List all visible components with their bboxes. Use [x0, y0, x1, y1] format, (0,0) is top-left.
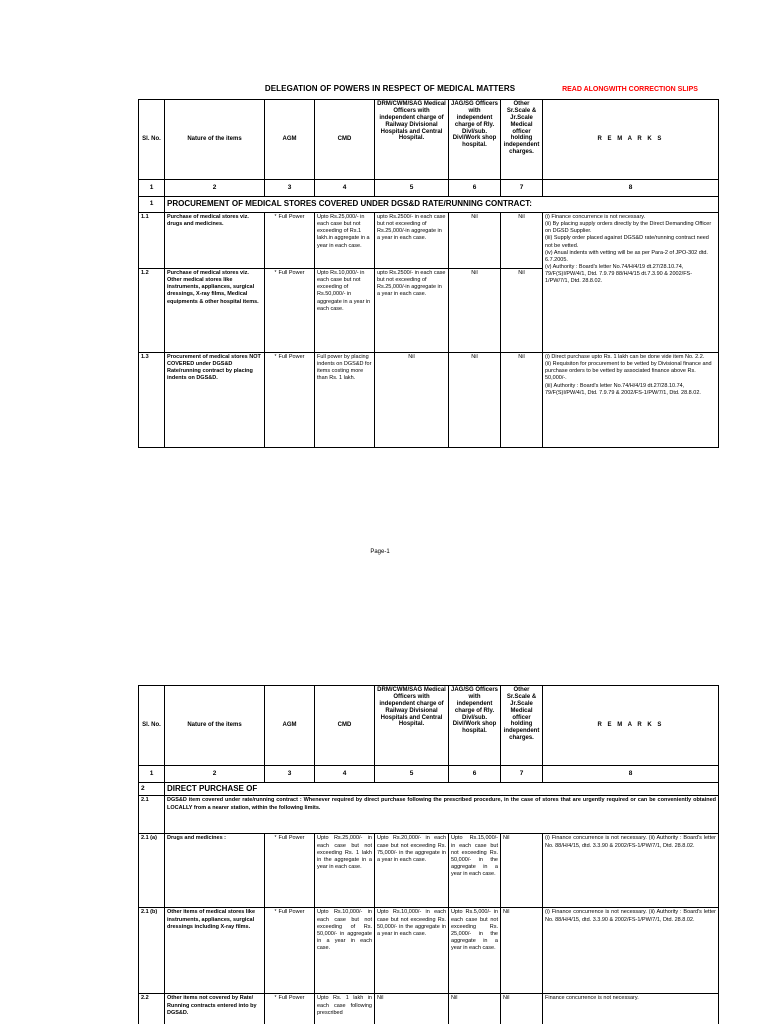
table-header-row: [139, 686, 719, 766]
section-title: DIRECT PURCHASE OF: [165, 783, 719, 796]
row-jag: Nil: [449, 269, 501, 353]
row-agm: [265, 213, 315, 269]
header-cmd: CMD: [315, 686, 375, 766]
header-drm: DRM/CWM/SAG Medical Officers with independent charge of Railway Divisional Hospitals and Central Hospital.: [375, 100, 449, 180]
row-agm: [265, 353, 315, 448]
header-remarks: R E M A R K S: [543, 686, 719, 766]
row-remarks: Finance concurrence is not necessary.: [543, 994, 719, 1024]
asterisk-mark: *: [274, 909, 277, 916]
section-row: [139, 783, 719, 796]
col-number: 1: [139, 766, 165, 783]
header-agm: AGM: [265, 686, 315, 766]
row-agm-text: Full Power: [278, 354, 305, 360]
asterisk-mark: *: [274, 214, 277, 220]
col-number: 3: [265, 766, 315, 783]
row-agm-text: Full Power: [278, 270, 305, 276]
row-sl-no: 2.1 (b): [139, 908, 165, 994]
section-title: PROCUREMENT OF MEDICAL STORES COVERED UNDER DGS&D RATE/RUNNING CONTRACT:: [165, 197, 719, 213]
row-sl-no: 2.1 (a): [139, 834, 165, 908]
header-sl-no: Sl. No.: [139, 686, 165, 766]
header-sl-no: Sl. No.: [139, 100, 165, 180]
col-number: 4: [315, 180, 375, 197]
row-other: Nil: [501, 353, 543, 448]
row-nature: Purchase of medical stores viz. drugs and medicines.: [165, 213, 265, 269]
header-jag: JAG/SG Officers with independent charge of Rly. Divl/sub. Divl/Work shop hospital.: [449, 100, 501, 180]
row-drm: Nil: [375, 353, 449, 448]
col-number: 3: [265, 180, 315, 197]
row-other: Nil: [501, 994, 543, 1024]
row-cmd: Upto Rs. 1 lakh in each case following prescribed: [315, 994, 375, 1024]
row-cmd: Upto Rs.10,000/- in each case but not exceeding of Rs.50,000/- in aggregate in a year in each case.: [315, 269, 375, 353]
header-agm: AGM: [265, 100, 315, 180]
section-number: 2: [139, 783, 165, 796]
col-number: 7: [501, 766, 543, 783]
col-number: 6: [449, 180, 501, 197]
table-row: [139, 908, 719, 994]
delegation-table-page-1: [138, 99, 719, 448]
row-agm-text: Full Power: [278, 995, 305, 1002]
section-row: [139, 197, 719, 213]
correction-slip-note: READ ALONGWITH CORRECTION SLIPS: [562, 86, 698, 93]
row-drm: upto Rs.2500/- in each case but not exceeding of Rs.25,000/-in aggregate in a year in each case.: [375, 269, 449, 353]
col-number: 6: [449, 766, 501, 783]
row-agm: [265, 834, 315, 908]
row-agm-text: Full Power: [278, 909, 305, 916]
row-remarks: (i) Finance concurrence is not necessary. (ii) Authority : Board's letter No. 88/H/4/15, dtd. 3.3.90 & 2002/FS-1/PW/7/1, Dtd. 28.8.02.: [543, 908, 719, 994]
row-sl-no: 1.2: [139, 269, 165, 353]
asterisk-mark: *: [274, 354, 277, 360]
row-remarks: (i) Direct purchase upto Rs. 1 lakh can be done vide item No. 2.2. (ii) Requisiton for procurement to be vetted by Divisional finance and purchase orders to be vetted by associated finance above Rs. 50,000/-. (iii) Authority : Board's letter No.74/H/4/19 dt.27/28.10.74, 79/F(S)I/PW/4/1, Dtd. 7.9.79 & 2002/FS-1/PW/7/1, Dtd. 28.8.02.: [543, 353, 719, 448]
row-other: Nil: [501, 908, 543, 994]
document-title: DELEGATION OF POWERS IN RESPECT OF MEDICAL MATTERS: [264, 84, 516, 93]
row-nature: Procurement of medical stores NOT COVERED under DGS&D Rate/running contract by placing indents on DGS&D.: [165, 353, 265, 448]
row-jag: Nil: [449, 353, 501, 448]
row-drm: Upto Rs.20,000/- in each case but not exceeding Rs. 75,000/- in the aggregate in a year in each case.: [375, 834, 449, 908]
asterisk-mark: *: [274, 835, 277, 842]
row-drm: Nil: [375, 994, 449, 1024]
header-other: Other Sr.Scale & Jr.Scale Medical officer holding independent charges.: [501, 100, 543, 180]
asterisk-mark: *: [274, 995, 277, 1002]
row-sl-no: 1.1: [139, 213, 165, 269]
col-number: 8: [543, 180, 719, 197]
row-jag: Upto Rs.15,000/- in each case but not exceeding Rs. 50,000/- in the aggregate in a year in each case.: [449, 834, 501, 908]
row-nature: Other items not covered by Rate/ Running contracts entered into by DGS&D.: [165, 994, 265, 1024]
row-jag: Upto Rs.5,000/- in each case but not exceeding Rs. 25,000/- in the aggregate in a year in each case.: [449, 908, 501, 994]
table-row: [139, 353, 719, 448]
row-agm-text: Full Power: [278, 214, 305, 220]
row-nature: Other items of medical stores like instruments, appliances, surgical dressings including X-ray films.: [165, 908, 265, 994]
col-number: 2: [165, 766, 265, 783]
subsection-row: [139, 796, 719, 834]
col-number: 5: [375, 180, 449, 197]
header-other: Other Sr.Scale & Jr.Scale Medical officer holding independent charges.: [501, 686, 543, 766]
row-drm: Upto Rs.10,000/- in each case but not exceeding Rs. 50,000/- in the aggregate in a year in each case.: [375, 908, 449, 994]
row-agm-text: Full Power: [278, 835, 305, 842]
table-row: [139, 834, 719, 908]
row-remarks: (i) Finance concurrence is not necessary. (ii) Authority : Board's letter No. 88/H/4/15, dtd. 3.3.90 & 2002/FS-1/PW/7/1, Dtd. 28.8.02.: [543, 834, 719, 908]
subsection-number: 2.1: [139, 796, 165, 834]
row-cmd: Upto Rs.25,000/- in each case but not exceeding Rs. 1 lakh in the aggregate in a year in each case.: [315, 834, 375, 908]
table-header-row: [139, 100, 719, 180]
header-nature: Nature of the items: [165, 100, 265, 180]
col-number: 4: [315, 766, 375, 783]
col-number: 5: [375, 766, 449, 783]
delegation-table-page-2: [138, 685, 719, 1024]
row-remarks: (i) Finance concurrence is not necessary. (ii) By placing supply orders directly by the Direct Demanding Officer on DGSD Supplier. (iii) Supply order placed against DGS&D rate/running contract need not be vetted. (iv) Anual indents with vetting will be as per Para-2 of JPO-302 dtd. 6.7.2005. (v) Authority : Board's letter No.74/H/4/19 dt.27/28.10.74, 79/F(S)I/PW/4/1, Dtd. 7.9.79 88/H/4/15 dt.7.3.90 & 2002/FS-1/PW/7/1, Dtd. 28.8.02.: [543, 213, 719, 353]
col-number: 7: [501, 180, 543, 197]
col-number: 1: [139, 180, 165, 197]
row-agm: [265, 908, 315, 994]
row-sl-no: 1.3: [139, 353, 165, 448]
row-drm: upto Rs.2500/- in each case but not exceeding of Rs.25,000/-in aggregate in a year in each case.: [375, 213, 449, 269]
row-sl-no: 2.2: [139, 994, 165, 1024]
row-jag: Nil: [449, 213, 501, 269]
col-number: 2: [165, 180, 265, 197]
col-number: 8: [543, 766, 719, 783]
row-nature: Drugs and medicines :: [165, 834, 265, 908]
row-cmd: Upto Rs.10,000/- in each case but not exceeding of Rs. 50,000/- in aggregate in a year in each case.: [315, 908, 375, 994]
header-drm: DRM/CWM/SAG Medical Officers with independent charge of Railway Divisional Hospitals and Central Hospital.: [375, 686, 449, 766]
row-cmd: Full power by placing indents on DGS&D for items costing more than Rs. 1 lakh.: [315, 353, 375, 448]
table-row: [139, 213, 719, 269]
page-number: Page-1: [370, 549, 390, 555]
row-other: Nil: [501, 834, 543, 908]
row-agm: [265, 269, 315, 353]
row-other: Nil: [501, 269, 543, 353]
row-agm: [265, 994, 315, 1024]
row-nature: Purchase of medical stores viz. Other medical stores like instruments, appliances, surgical dressings, X-ray films, Medical equipments & other hospital items.: [165, 269, 265, 353]
row-cmd: Upto Rs.25,000/- in each case but not exceeding of Rs.1 lakh.in aggregate in a year in each case.: [315, 213, 375, 269]
table-row: [139, 994, 719, 1024]
header-cmd: CMD: [315, 100, 375, 180]
subsection-text: DGS&D item covered under rate/running contract : Whenever required by direct purchase following the prescribed procedure, in the case of stores that are urgently required or can be conveniently obtained LOCALLY from a nearer station, within the following limits.: [165, 796, 719, 834]
header-nature: Nature of the items: [165, 686, 265, 766]
document-page-2: [0, 600, 768, 1024]
header-jag: JAG/SG Officers with independent charge of Rly. Divl/sub. Divl/Work shop hospital.: [449, 686, 501, 766]
column-number-row: [139, 766, 719, 783]
header-remarks: R E M A R K S: [543, 100, 719, 180]
section-number: 1: [139, 197, 165, 213]
asterisk-mark: *: [274, 270, 277, 276]
column-number-row: [139, 180, 719, 197]
row-jag: Nil: [449, 994, 501, 1024]
row-other: Nil: [501, 213, 543, 269]
